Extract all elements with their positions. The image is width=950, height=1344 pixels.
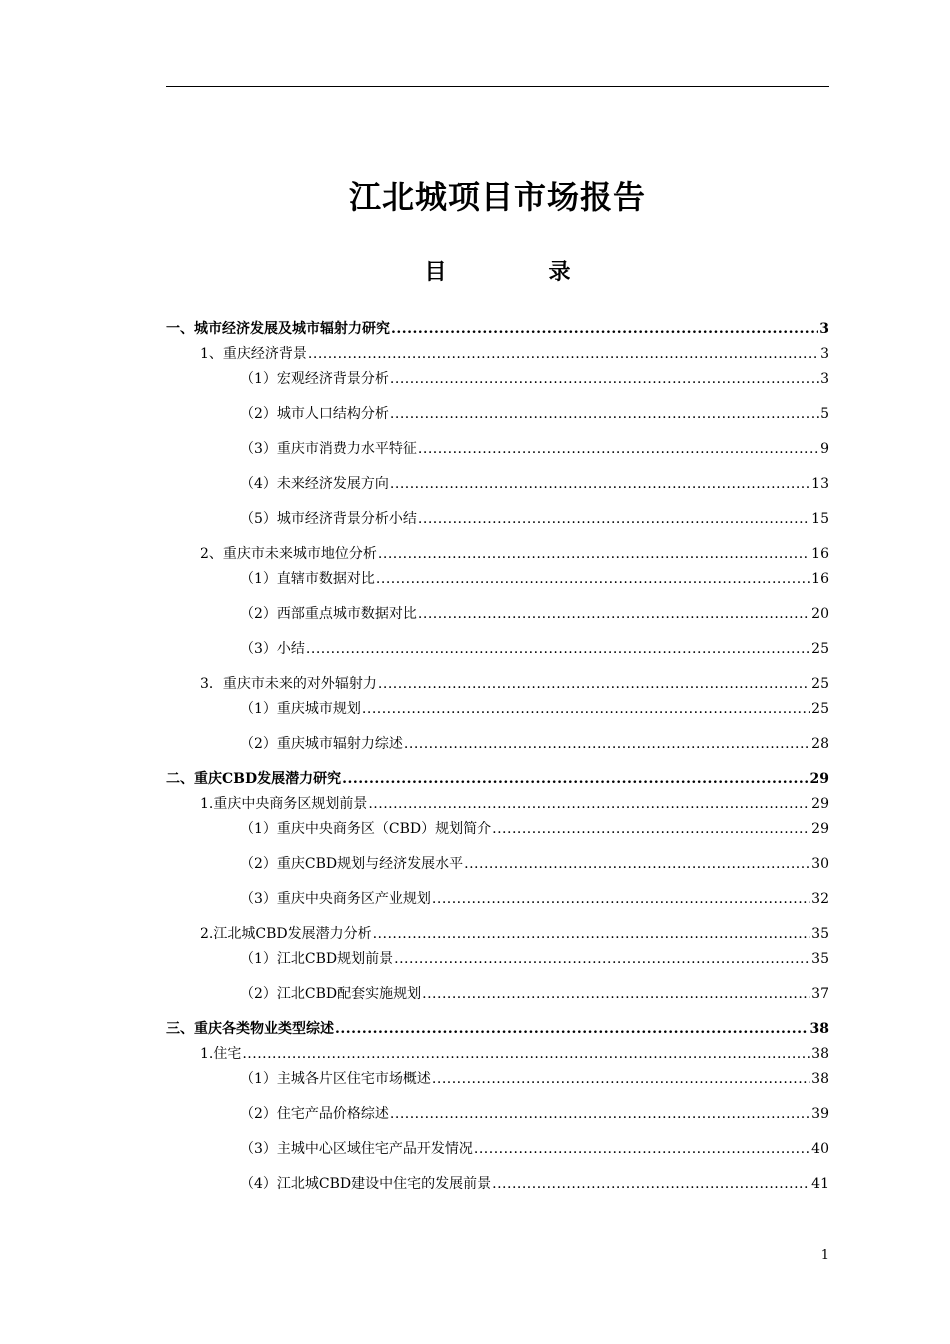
dot-leader	[308, 345, 819, 363]
toc-page: 9	[820, 441, 829, 457]
toc-entry-section[interactable]	[200, 675, 829, 693]
toc-page: 38	[811, 1046, 829, 1062]
toc-entry-subsection[interactable]	[240, 605, 829, 623]
toc-entry-chapter[interactable]	[166, 320, 829, 338]
dot-leader	[464, 855, 810, 873]
toc-label: （1）直辖市数据对比	[240, 571, 375, 587]
toc-label: （4）江北城CBD建设中住宅的发展前景	[240, 1176, 492, 1192]
toc-label: （2）城市人口结构分析	[240, 406, 389, 422]
dot-leader	[335, 1020, 809, 1038]
page-number: 1	[820, 1248, 829, 1263]
toc-entry-subsection[interactable]	[240, 890, 829, 908]
toc-label: 1.重庆中央商务区规划前景	[200, 796, 368, 812]
toc-label: 三、重庆各类物业类型综述	[166, 1021, 334, 1037]
toc-label: （5）城市经济背景分析小结	[240, 511, 417, 527]
dot-leader	[432, 890, 810, 908]
toc-entry-chapter[interactable]	[166, 770, 829, 788]
toc-page: 40	[811, 1141, 829, 1157]
toc-entry-subsection[interactable]	[240, 985, 829, 1003]
dot-leader	[378, 675, 810, 693]
toc-entry-section[interactable]	[200, 1045, 829, 1063]
dot-leader	[390, 370, 819, 388]
dot-leader	[404, 735, 810, 753]
dot-leader	[378, 545, 810, 563]
toc-page: 3	[820, 371, 829, 387]
toc-page: 15	[811, 511, 829, 527]
toc-page: 25	[811, 701, 829, 717]
dot-leader	[368, 795, 810, 813]
toc-page: 16	[811, 546, 829, 562]
toc-label: （3）主城中心区域住宅产品开发情况	[240, 1141, 473, 1157]
toc-page: 13	[811, 476, 829, 492]
toc-label: （1）宏观经济背景分析	[240, 371, 389, 387]
toc-entry-subsection[interactable]	[240, 640, 829, 658]
toc-page: 29	[811, 821, 829, 837]
dot-leader	[390, 405, 819, 423]
toc-entry-section[interactable]	[200, 545, 829, 563]
toc-entry-subsection[interactable]	[240, 950, 829, 968]
toc-entry-section[interactable]	[200, 795, 829, 813]
dot-leader	[391, 320, 818, 338]
toc-entry-subsection[interactable]	[240, 440, 829, 458]
toc-page: 25	[811, 676, 829, 692]
toc-entry-section[interactable]	[200, 925, 829, 943]
toc-label: （2）重庆CBD规划与经济发展水平	[240, 856, 464, 872]
dot-leader	[432, 1070, 810, 1088]
dot-leader	[306, 640, 810, 658]
toc-entry-subsection[interactable]	[240, 510, 829, 528]
dot-leader	[242, 1045, 810, 1063]
toc-label: 2.江北城CBD发展潜力分析	[200, 926, 372, 942]
toc-entry-subsection[interactable]	[240, 735, 829, 753]
header-rule	[166, 86, 829, 87]
toc-entry-subsection[interactable]	[240, 370, 829, 388]
toc-page: 37	[811, 986, 829, 1002]
toc-entry-subsection[interactable]	[240, 820, 829, 838]
dot-leader	[362, 700, 810, 718]
toc-entry-subsection[interactable]	[240, 855, 829, 873]
dot-leader	[376, 570, 810, 588]
toc-label: （2）西部重点城市数据对比	[240, 606, 417, 622]
document-title: 江北城项目市场报告	[348, 178, 646, 216]
toc-page: 25	[811, 641, 829, 657]
toc-label: （1）重庆中央商务区（CBD）规划简介	[240, 821, 492, 837]
toc-page: 20	[811, 606, 829, 622]
toc-page: 28	[811, 736, 829, 752]
toc-label: （3）小结	[240, 641, 305, 657]
toc-page: 32	[811, 891, 829, 907]
toc-label: （3）重庆中央商务区产业规划	[240, 891, 431, 907]
dot-leader	[373, 925, 811, 943]
dot-leader	[390, 475, 810, 493]
dot-leader	[418, 605, 810, 623]
toc-entry-section[interactable]	[200, 345, 829, 363]
dot-leader	[492, 820, 810, 838]
toc-page: 16	[811, 571, 829, 587]
toc-label: （1）重庆城市规划	[240, 701, 361, 717]
dot-leader	[418, 510, 810, 528]
toc-page: 39	[811, 1106, 829, 1122]
dot-leader	[418, 440, 819, 458]
toc-label: 1、重庆经济背景	[200, 346, 307, 362]
toc-entry-subsection[interactable]	[240, 1105, 829, 1123]
toc-entry-subsection[interactable]	[240, 1175, 829, 1193]
toc-label: （1）主城各片区住宅市场概述	[240, 1071, 431, 1087]
toc-page: 38	[811, 1071, 829, 1087]
toc-entry-subsection[interactable]	[240, 1070, 829, 1088]
toc-label: （1）江北CBD规划前景	[240, 951, 394, 967]
toc-entry-subsection[interactable]	[240, 1140, 829, 1158]
toc-page: 29	[809, 771, 829, 787]
toc-heading: 目 录	[424, 260, 611, 285]
toc-label: （2）住宅产品价格综述	[240, 1106, 389, 1122]
toc-label: 二、重庆CBD发展潜力研究	[166, 771, 342, 787]
toc-page: 3	[820, 346, 829, 362]
toc-label: 2、重庆市未来城市地位分析	[200, 546, 377, 562]
dot-leader	[492, 1175, 810, 1193]
toc-label: 一、城市经济发展及城市辐射力研究	[166, 321, 390, 337]
dot-leader	[394, 950, 810, 968]
toc-page: 29	[811, 796, 829, 812]
toc-entry-subsection[interactable]	[240, 570, 829, 588]
toc-page: 38	[809, 1021, 829, 1037]
dot-leader	[422, 985, 810, 1003]
dot-leader	[390, 1105, 810, 1123]
toc-label: 3．重庆市未来的对外辐射力	[200, 676, 377, 692]
toc-page: 5	[820, 406, 829, 422]
dot-leader	[474, 1140, 810, 1158]
toc-page: 41	[811, 1176, 829, 1192]
dot-leader	[342, 770, 808, 788]
toc-entry-subsection[interactable]	[240, 700, 829, 718]
toc-page: 35	[811, 926, 829, 942]
toc-page: 35	[811, 951, 829, 967]
toc-entry-chapter[interactable]	[166, 1020, 829, 1038]
toc-entry-subsection[interactable]	[240, 405, 829, 423]
toc-label: 1.住宅	[200, 1046, 242, 1062]
toc-label: （2）江北CBD配套实施规划	[240, 986, 422, 1002]
toc-label: （2）重庆城市辐射力综述	[240, 736, 403, 752]
toc-label: （3）重庆市消费力水平特征	[240, 441, 417, 457]
toc-entry-subsection[interactable]	[240, 475, 829, 493]
toc-page: 3	[819, 321, 829, 337]
toc-page: 30	[811, 856, 829, 872]
toc-label: （4）未来经济发展方向	[240, 476, 389, 492]
